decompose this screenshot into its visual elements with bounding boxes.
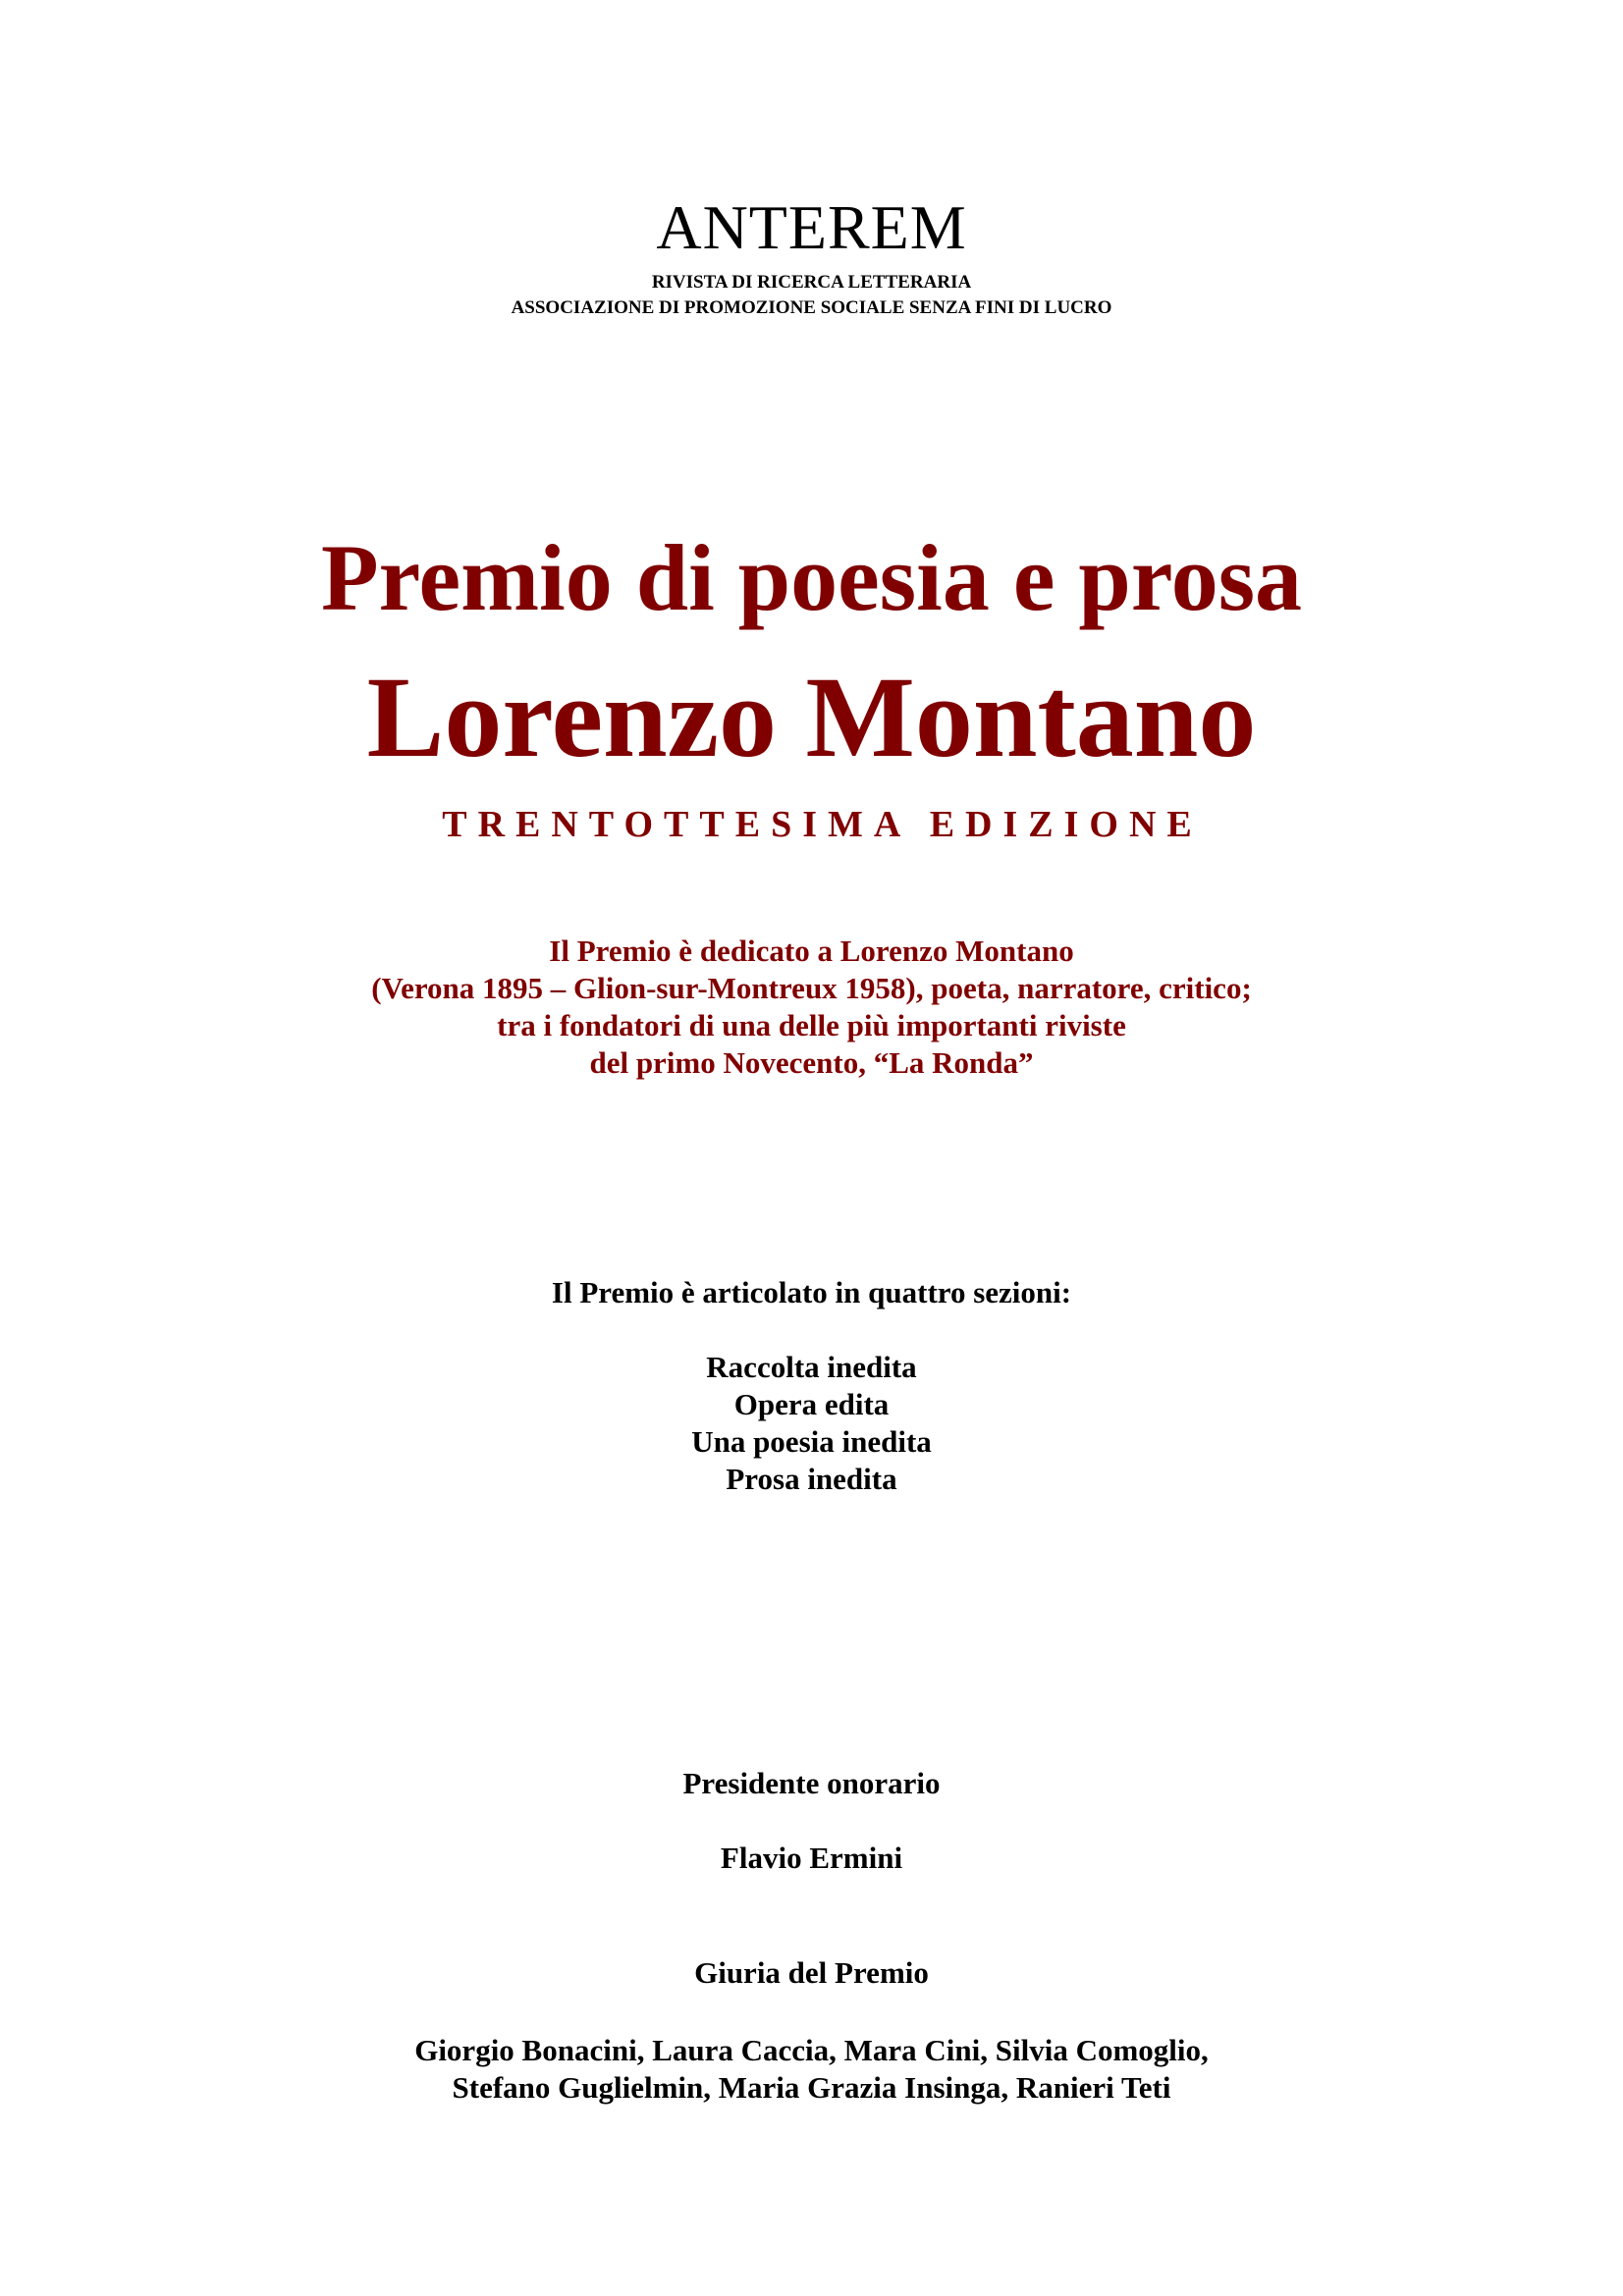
jury-members-line: Stefano Guglielmin, Maria Grazia Insinga, Ranieri Teti bbox=[452, 2070, 1171, 2105]
president-label: Presidente onorario bbox=[682, 1766, 941, 1800]
dedication-line: tra i fondatori di una delle più importanti riviste bbox=[497, 1008, 1126, 1042]
masthead-association: ASSOCIAZIONE DI PROMOZIONE SOCIALE SENZA FINI DI LUCRO bbox=[511, 297, 1112, 318]
section-item: Opera edita bbox=[733, 1387, 890, 1421]
section-item: Una poesia inedita bbox=[691, 1424, 932, 1459]
masthead-title: ANTEREM bbox=[656, 192, 967, 262]
prize-title: Premio di poesia e prosa bbox=[320, 525, 1303, 630]
section-item: Prosa inedita bbox=[726, 1462, 897, 1496]
jury-members-line: Giorgio Bonacini, Laura Caccia, Mara Cini, Silvia Comoglio, bbox=[414, 2033, 1209, 2067]
section-item: Raccolta inedita bbox=[706, 1350, 917, 1384]
jury-label: Giuria del Premio bbox=[694, 1955, 929, 1990]
prize-name: Lorenzo Montano bbox=[366, 653, 1257, 781]
masthead-subtitle: RIVISTA DI RICERCA LETTERARIA bbox=[651, 272, 972, 293]
dedication-line: del primo Novecento, “La Ronda” bbox=[589, 1045, 1034, 1080]
dedication-line: Il Premio è dedicato a Lorenzo Montano bbox=[549, 934, 1074, 968]
dedication-line: (Verona 1895 – Glion-sur-Montreux 1958), poeta, narratore, critico; bbox=[371, 971, 1252, 1005]
edition-label: TRENTOTTESIMA EDIZIONE bbox=[442, 804, 1203, 845]
president-name: Flavio Ermini bbox=[720, 1841, 903, 1875]
sections-intro: Il Premio è articolato in quattro sezioni: bbox=[551, 1275, 1072, 1309]
